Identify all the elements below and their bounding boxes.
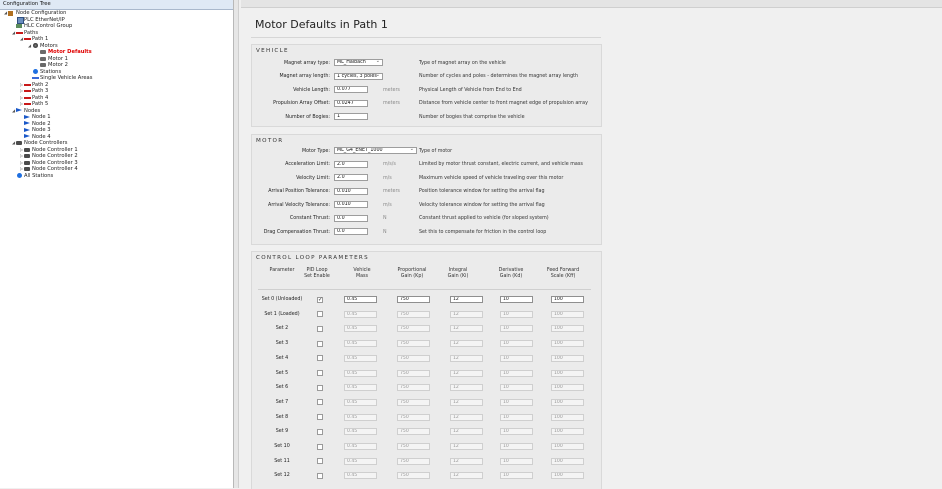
mass-input[interactable]: 0.45 bbox=[344, 296, 377, 303]
motor-constant-thrust-description: Constant thrust applied to vehicle (for sloped system) bbox=[419, 216, 549, 221]
mass-input[interactable]: 0.45 bbox=[344, 399, 377, 406]
vehicle-magnet-array-length-description: Number of cycles and poles - determines the magnet array length bbox=[419, 74, 579, 79]
table-row-label: Set 7 bbox=[275, 399, 289, 405]
kff-input[interactable]: 100 bbox=[551, 414, 584, 421]
kp-input[interactable]: 750 bbox=[397, 325, 430, 332]
column-header-line1: PID Loop bbox=[306, 268, 328, 273]
motor-motor-type-select[interactable]: ML_G4_ENET_1000 ⌄ bbox=[334, 147, 417, 154]
tree-expander-icon[interactable]: ◢ bbox=[3, 10, 8, 15]
kd-input[interactable]: 10 bbox=[500, 296, 533, 303]
tree-expander-icon[interactable]: ▷ bbox=[19, 101, 24, 106]
tree-item-label: Node 3 bbox=[32, 127, 51, 133]
kp-input[interactable]: 750 bbox=[397, 355, 430, 362]
motor-icon bbox=[40, 56, 48, 62]
column-header-4 bbox=[440, 268, 476, 280]
mass-input[interactable]: 0.45 bbox=[344, 443, 377, 450]
plc-icon bbox=[16, 17, 24, 23]
column-header-line1: Derivative bbox=[498, 268, 524, 273]
path-icon bbox=[24, 82, 32, 88]
tree-item-label: Node 4 bbox=[32, 133, 51, 140]
pid-enable-checkbox[interactable] bbox=[317, 444, 323, 450]
kd-input[interactable]: 10 bbox=[500, 384, 533, 391]
node-controller-icon bbox=[24, 166, 32, 172]
motor-velocity-limit-description: Maximum vehicle speed of vehicle traveling over this motor bbox=[419, 175, 564, 181]
tree-expander-icon[interactable]: ▷ bbox=[19, 81, 24, 87]
kd-input[interactable]: 10 bbox=[500, 355, 533, 362]
tree-expander-icon[interactable]: ◢ bbox=[11, 107, 16, 113]
kp-input[interactable]: 750 bbox=[397, 428, 430, 435]
column-header-line2: Set Enable bbox=[304, 274, 330, 279]
kff-input[interactable]: 100 bbox=[551, 443, 584, 450]
kp-input[interactable]: 750 bbox=[397, 311, 430, 318]
table-row-label: Set 11 bbox=[274, 458, 290, 464]
ki-input[interactable]: 12 bbox=[450, 384, 483, 391]
ki-input[interactable]: 12 bbox=[450, 414, 483, 421]
ki-input[interactable]: 12 bbox=[450, 355, 483, 362]
pid-enable-checkbox[interactable] bbox=[317, 311, 323, 317]
mass-input[interactable]: 0.45 bbox=[344, 428, 377, 435]
path-icon bbox=[16, 30, 24, 36]
kd-input[interactable]: 10 bbox=[500, 472, 533, 479]
kp-input[interactable]: 750 bbox=[397, 458, 430, 465]
motor-drag-compensation-thrust-label: Drag Compensation Thrust: bbox=[263, 229, 330, 235]
motor-arrival-position-tolerance-unit: meters bbox=[383, 189, 400, 194]
mass-input[interactable]: 0.45 bbox=[344, 311, 377, 318]
mass-input[interactable]: 0.45 bbox=[344, 384, 377, 391]
table-row-label: Set 9 bbox=[275, 429, 289, 435]
motor-motor-type-label: Motor Type: bbox=[301, 148, 330, 154]
kff-input[interactable]: 100 bbox=[551, 340, 584, 347]
motor-arrival-velocity-tolerance-description: Velocity tolerance window for setting the arrival flag bbox=[419, 202, 545, 208]
pid-enable-checkbox[interactable] bbox=[317, 399, 323, 405]
motor-motor-type-description: Type of motor bbox=[419, 148, 453, 154]
kff-input[interactable]: 100 bbox=[551, 384, 584, 391]
vehicle-magnet-array-type-label: Magnet array type: bbox=[284, 60, 330, 66]
column-header-line2: Gain (Kp) bbox=[400, 274, 424, 279]
panel-splitter[interactable] bbox=[234, 0, 239, 488]
pid-enable-checkbox[interactable] bbox=[317, 355, 323, 361]
tree-body bbox=[0, 10, 233, 179]
path-icon bbox=[24, 36, 32, 42]
kp-input[interactable]: 750 bbox=[397, 472, 430, 479]
title-divider bbox=[251, 37, 601, 38]
table-row-label: Set 4 bbox=[275, 355, 289, 361]
column-header-line1: Integral bbox=[448, 268, 468, 273]
motor-velocity-limit-input[interactable]: 2.0 bbox=[334, 174, 368, 181]
kff-input[interactable]: 100 bbox=[551, 311, 584, 318]
vehicle-number-of-bogies-input[interactable]: 1 bbox=[334, 113, 368, 120]
area-icon bbox=[32, 75, 40, 81]
ki-input[interactable]: 12 bbox=[450, 428, 483, 435]
path-icon bbox=[24, 101, 32, 107]
mass-input[interactable]: 0.45 bbox=[344, 340, 377, 347]
kd-input[interactable]: 10 bbox=[500, 443, 533, 450]
content-area bbox=[241, 0, 942, 488]
mass-input[interactable]: 0.45 bbox=[344, 370, 377, 377]
tree-expander-icon[interactable]: ▷ bbox=[19, 159, 24, 165]
node-icon bbox=[24, 114, 32, 120]
column-header-5 bbox=[491, 268, 531, 280]
vehicle-number-of-bogies-label: Number of Bogies: bbox=[285, 114, 330, 120]
kd-input[interactable]: 10 bbox=[500, 428, 533, 435]
vehicle-vehicle-length-description: Physical Length of Vehicle from End to End bbox=[419, 87, 522, 93]
tree-expander-icon[interactable]: ▷ bbox=[19, 88, 24, 93]
vehicle-propulsion-array-offset-unit: meters bbox=[383, 101, 400, 106]
motor-constant-thrust-input[interactable]: 0.0 bbox=[334, 215, 368, 222]
control-loop-section bbox=[251, 251, 602, 489]
motor-drag-compensation-thrust-input[interactable]: 0.0 bbox=[334, 228, 368, 235]
path-icon bbox=[24, 95, 32, 101]
tree-expander-icon[interactable]: ▷ bbox=[19, 94, 24, 100]
table-row-label: Set 6 bbox=[275, 385, 289, 391]
column-header-line1: Proportional bbox=[397, 268, 427, 273]
tree-item-label: Node 1 bbox=[32, 114, 51, 120]
vehicle-vehicle-length-unit: meters bbox=[383, 87, 400, 93]
tree-item-label: Motor Defaults bbox=[48, 49, 92, 55]
motor-group-icon bbox=[32, 43, 40, 49]
pid-enable-checkbox[interactable] bbox=[317, 429, 323, 435]
tree-item-label: Node Controller 2 bbox=[32, 153, 78, 159]
tree-item-label: Paths bbox=[24, 29, 39, 36]
mass-input[interactable]: 0.45 bbox=[344, 458, 377, 465]
tree-item-label: Node Controller 3 bbox=[32, 159, 78, 166]
kff-input[interactable]: 100 bbox=[551, 472, 584, 479]
motor-section-title: MOTOR bbox=[256, 138, 284, 144]
motor-arrival-velocity-tolerance-unit: m/s bbox=[383, 202, 392, 208]
table-row-label: Set 10 bbox=[274, 444, 290, 449]
motor-arrival-velocity-tolerance-input[interactable]: 0.010 bbox=[334, 201, 368, 208]
table-row-label: Set 8 bbox=[275, 414, 289, 420]
config-icon bbox=[8, 10, 16, 16]
column-header-line1: Feed Forward bbox=[546, 268, 580, 273]
kd-input[interactable]: 10 bbox=[500, 311, 533, 318]
kff-input[interactable]: 100 bbox=[551, 296, 584, 303]
motor-arrival-velocity-tolerance-label: Arrival Velocity Tolerance: bbox=[268, 202, 330, 208]
tree-item-label: All Stations bbox=[24, 172, 54, 179]
kp-input[interactable]: 750 bbox=[397, 340, 430, 347]
tree-item-label: HLC Control Group bbox=[24, 23, 73, 29]
kff-input[interactable]: 100 bbox=[551, 355, 584, 362]
ki-input[interactable]: 12 bbox=[450, 296, 483, 303]
mass-input[interactable]: 0.45 bbox=[344, 414, 377, 421]
kp-input[interactable]: 750 bbox=[397, 296, 430, 303]
tree-item-label: Motor 1 bbox=[48, 55, 68, 62]
tree-item-label: Motors bbox=[40, 42, 58, 49]
kd-input[interactable]: 10 bbox=[500, 414, 533, 421]
tree-item-label: Path 1 bbox=[32, 36, 49, 42]
table-header-divider bbox=[258, 289, 591, 290]
pid-enable-checkbox[interactable] bbox=[317, 341, 323, 347]
pid-enable-checkbox[interactable] bbox=[317, 473, 323, 479]
kd-input[interactable]: 10 bbox=[500, 340, 533, 347]
tree-item-label: Stations bbox=[40, 68, 62, 75]
kp-input[interactable]: 750 bbox=[397, 384, 430, 391]
tree-expander-icon[interactable]: ◢ bbox=[19, 36, 24, 41]
column-header-1 bbox=[302, 268, 332, 280]
tree-expander-icon[interactable]: ▷ bbox=[19, 166, 24, 171]
table-row-label: Set 0 (Unloaded) bbox=[261, 297, 303, 302]
kff-input[interactable]: 100 bbox=[551, 399, 584, 406]
kd-input[interactable]: 10 bbox=[500, 399, 533, 406]
motor-acceleration-limit-description: Limited by motor thrust constant, electric current, and vehicle mass bbox=[419, 162, 583, 167]
node-controller-icon bbox=[24, 153, 32, 159]
tree-item-label: Motor 2 bbox=[48, 62, 68, 68]
tree-item-label: PLC EtherNet/IP bbox=[24, 16, 65, 23]
path-icon bbox=[24, 88, 32, 94]
mass-input[interactable]: 0.45 bbox=[344, 355, 377, 362]
column-header-6 bbox=[541, 268, 585, 280]
tree-item-label: Node Controller 4 bbox=[32, 166, 78, 172]
hlc-icon bbox=[16, 23, 24, 29]
kp-input[interactable]: 750 bbox=[397, 443, 430, 450]
tree-item-label: Node Configuration bbox=[16, 10, 67, 16]
content-top-bar bbox=[241, 0, 942, 8]
vehicle-magnet-array-type-select[interactable]: ML_Halbach ⌄ bbox=[334, 59, 383, 66]
kff-input[interactable]: 100 bbox=[551, 325, 584, 332]
tree-expander-icon[interactable]: ◢ bbox=[11, 140, 16, 145]
tree-header: Configuration Tree bbox=[0, 0, 233, 10]
node-icon bbox=[24, 127, 32, 133]
ki-input[interactable]: 12 bbox=[450, 443, 483, 450]
pid-enable-checkbox[interactable] bbox=[317, 385, 323, 391]
table-row-label: Set 2 bbox=[275, 326, 289, 332]
motor-constant-thrust-unit: N bbox=[383, 216, 387, 221]
vehicle-section bbox=[251, 44, 602, 127]
motor-velocity-limit-unit: m/s bbox=[383, 175, 392, 181]
column-header-line2: Parameter bbox=[269, 268, 295, 273]
vehicle-vehicle-length-label: Vehicle Length: bbox=[293, 87, 330, 93]
column-header-line2: Scale (Kff) bbox=[550, 274, 576, 279]
tree-item-all-stations[interactable] bbox=[0, 173, 233, 180]
kd-input[interactable]: 10 bbox=[500, 370, 533, 377]
pid-enable-checkbox[interactable]: ✓ bbox=[318, 296, 323, 303]
kff-input[interactable]: 100 bbox=[551, 428, 584, 435]
motor-acceleration-limit-input[interactable]: 2.0 bbox=[334, 161, 368, 168]
tree-item-label: Path 5 bbox=[32, 101, 49, 107]
tree-item-label: Path 3 bbox=[32, 88, 49, 94]
ki-input[interactable]: 12 bbox=[450, 325, 483, 332]
table-row-label: Set 12 bbox=[274, 473, 290, 479]
column-header-2 bbox=[344, 268, 380, 280]
mass-input[interactable]: 0.45 bbox=[344, 325, 377, 332]
column-header-line1: Vehicle bbox=[353, 268, 371, 273]
mass-input[interactable]: 0.45 bbox=[344, 472, 377, 479]
motor-drag-compensation-thrust-unit: N bbox=[383, 229, 387, 235]
motor-arrival-position-tolerance-description: Position tolerance window for setting the arrival flag bbox=[419, 189, 545, 194]
tree-expander-icon[interactable]: ◢ bbox=[27, 42, 32, 48]
pid-enable-checkbox[interactable] bbox=[317, 414, 323, 420]
tree-item-label: Node Controllers bbox=[24, 140, 68, 146]
vehicle-magnet-array-type-description: Type of magnet array on the vehicle bbox=[419, 60, 506, 66]
configuration-tree-panel bbox=[0, 0, 234, 488]
motor-icon bbox=[40, 62, 48, 68]
node-controller-group-icon bbox=[16, 140, 24, 146]
tree-item-label: Path 2 bbox=[32, 81, 49, 88]
ki-input[interactable]: 12 bbox=[450, 370, 483, 377]
vehicle-propulsion-array-offset-description: Distance from vehicle center to front magnet edge of propulsion array bbox=[419, 101, 588, 106]
tree-expander-icon[interactable]: ▷ bbox=[19, 153, 24, 158]
tree-item-label: Path 4 bbox=[32, 94, 49, 101]
ki-input[interactable]: 12 bbox=[450, 472, 483, 479]
vehicle-vehicle-length-input[interactable]: 0.077 bbox=[334, 86, 368, 93]
kd-input[interactable]: 10 bbox=[500, 458, 533, 465]
tree-item-label: Nodes bbox=[24, 107, 41, 114]
pid-enable-checkbox[interactable] bbox=[317, 458, 323, 464]
vehicle-section-title: VEHICLE bbox=[256, 48, 289, 54]
kff-input[interactable]: 100 bbox=[551, 370, 584, 377]
kp-input[interactable]: 750 bbox=[397, 370, 430, 377]
node-controller-icon bbox=[24, 147, 32, 153]
vehicle-propulsion-array-offset-input[interactable]: 0.0247 bbox=[334, 100, 368, 107]
vehicle-number-of-bogies-description: Number of bogies that comprise the vehicle bbox=[419, 114, 525, 120]
vehicle-propulsion-array-offset-label: Propulsion Array Offset: bbox=[273, 101, 330, 106]
pid-enable-checkbox[interactable] bbox=[317, 370, 323, 376]
kp-input[interactable]: 750 bbox=[397, 399, 430, 406]
table-row-label: Set 5 bbox=[275, 370, 289, 376]
kff-input[interactable]: 100 bbox=[551, 458, 584, 465]
motor-constant-thrust-label: Constant Thrust: bbox=[289, 216, 330, 221]
node-icon bbox=[16, 108, 24, 114]
motor-arrival-position-tolerance-input[interactable]: 0.010 bbox=[334, 188, 368, 195]
control-loop-section-title: CONTROL LOOP PARAMETERS bbox=[256, 255, 369, 261]
column-header-3 bbox=[387, 268, 437, 280]
motor-section bbox=[251, 134, 602, 245]
motor-drag-compensation-thrust-description: Set this to compensate for friction in the control loop bbox=[419, 229, 547, 235]
column-header-line2: Gain (Ki) bbox=[447, 274, 469, 279]
column-header-line2: Gain (Kd) bbox=[499, 274, 523, 279]
station-icon bbox=[32, 69, 40, 75]
tree-item-label: Single Vehicle Areas bbox=[40, 75, 93, 81]
motor-acceleration-limit-label: Acceleration Limit: bbox=[285, 162, 330, 167]
node-controller-icon bbox=[24, 160, 32, 166]
ki-input[interactable]: 12 bbox=[450, 340, 483, 347]
page-title: Motor Defaults in Path 1 bbox=[255, 18, 388, 31]
table-row-label: Set 1 (Loaded) bbox=[264, 311, 300, 317]
vehicle-magnet-array-length-label: Magnet array length: bbox=[279, 74, 330, 79]
tree-expander-icon[interactable]: ◢ bbox=[11, 29, 16, 35]
tree-item-label: Node Controller 1 bbox=[32, 146, 78, 153]
kp-input[interactable]: 750 bbox=[397, 414, 430, 421]
tree-item-label: Node 2 bbox=[32, 120, 51, 127]
vehicle-magnet-array-length-select[interactable]: 1 cycles, 3 poles ⌄ bbox=[334, 73, 383, 80]
motor-arrival-position-tolerance-label: Arrival Position Tolerance: bbox=[268, 189, 330, 194]
node-icon bbox=[24, 134, 32, 140]
ki-input[interactable]: 12 bbox=[450, 458, 483, 465]
ki-input[interactable]: 12 bbox=[450, 311, 483, 318]
ki-input[interactable]: 12 bbox=[450, 399, 483, 406]
station-icon bbox=[16, 173, 24, 179]
motor-acceleration-limit-unit: m/s/s bbox=[383, 162, 396, 167]
kd-input[interactable]: 10 bbox=[500, 325, 533, 332]
motor-icon bbox=[40, 49, 48, 55]
node-icon bbox=[24, 121, 32, 127]
table-row-label: Set 3 bbox=[275, 341, 289, 347]
motor-velocity-limit-label: Velocity Limit: bbox=[296, 175, 330, 181]
pid-enable-checkbox[interactable] bbox=[317, 326, 323, 332]
column-header-line2: Mass bbox=[355, 274, 369, 279]
tree-expander-icon[interactable]: ▷ bbox=[19, 146, 24, 152]
